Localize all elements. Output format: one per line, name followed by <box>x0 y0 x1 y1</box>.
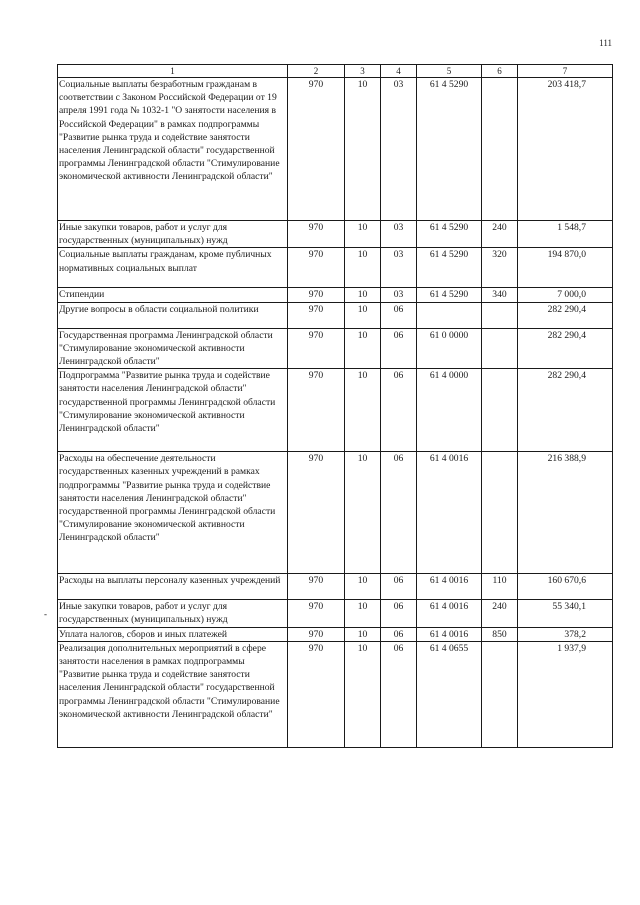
target-code: 61 4 0016 <box>417 452 482 574</box>
budget-table <box>57 64 613 748</box>
row-name: Социальные выплаты безработным гражданам в соответствии с Законом Российской Федерации от 19 апреля 1991 года № 1032-1 "О занятости населения в Российской Федерации" в рамках подпрограммы "Развитие рынка труда и содействие занятости населения Ленинградской области" государственной программы Ленинградской области "Стимулирование экономической активности Ленинградской области" <box>58 78 288 221</box>
expense-type-code: 240 <box>482 600 518 627</box>
expense-type-code <box>482 641 518 747</box>
section-code: 10 <box>345 78 381 221</box>
target-code: 61 4 5290 <box>417 221 482 248</box>
ministry-code: 970 <box>288 574 345 600</box>
target-code: 61 4 0016 <box>417 627 482 641</box>
amount: 1 548,7 <box>518 221 613 248</box>
subsection-code: 06 <box>381 627 417 641</box>
amount: 55 340,1 <box>518 600 613 627</box>
expense-type-code <box>482 78 518 221</box>
amount: 1 937,9 <box>518 641 613 747</box>
margin-marker: - <box>44 609 47 619</box>
ministry-code: 970 <box>288 627 345 641</box>
row-name: Уплата налогов, сборов и иных платежей <box>58 627 288 641</box>
amount: 378,2 <box>518 627 613 641</box>
amount: 216 388,9 <box>518 452 613 574</box>
row-name: Государственная программа Ленинградской области "Стимулирование экономической активности Ленинградской области" <box>58 328 288 369</box>
subsection-code: 06 <box>381 302 417 328</box>
column-header: 2 <box>288 65 345 78</box>
section-code: 10 <box>345 369 381 452</box>
expense-type-code: 110 <box>482 574 518 600</box>
subsection-code: 06 <box>381 369 417 452</box>
table-row <box>58 302 613 328</box>
ministry-code: 970 <box>288 452 345 574</box>
expense-type-code <box>482 452 518 574</box>
target-code <box>417 302 482 328</box>
amount: 7 000,0 <box>518 288 613 302</box>
row-name: Социальные выплаты гражданам, кроме публичных нормативных социальных выплат <box>58 248 288 288</box>
amount: 282 290,4 <box>518 369 613 452</box>
row-name: Расходы на выплаты персоналу казенных учреждений <box>58 574 288 600</box>
target-code: 61 4 5290 <box>417 78 482 221</box>
expense-type-code: 340 <box>482 288 518 302</box>
amount: 282 290,4 <box>518 302 613 328</box>
row-name: Другие вопросы в области социальной политики <box>58 302 288 328</box>
column-header: 5 <box>417 65 482 78</box>
subsection-code: 03 <box>381 221 417 248</box>
subsection-code: 03 <box>381 78 417 221</box>
amount: 194 870,0 <box>518 248 613 288</box>
ministry-code: 970 <box>288 369 345 452</box>
row-name: Подпрограмма "Развитие рынка труда и содействие занятости населения Ленинградской области" государственной программы Ленинградской области "Стимулирование экономической активности Ленинградской области" <box>58 369 288 452</box>
column-header: 3 <box>345 65 381 78</box>
amount: 282 290,4 <box>518 328 613 369</box>
row-name: Иные закупки товаров, работ и услуг для государственных (муниципальных) нужд <box>58 600 288 627</box>
ministry-code: 970 <box>288 221 345 248</box>
expense-type-code: 240 <box>482 221 518 248</box>
ministry-code: 970 <box>288 78 345 221</box>
table-row <box>58 452 613 574</box>
section-code: 10 <box>345 302 381 328</box>
row-name: Иные закупки товаров, работ и услуг для государственных (муниципальных) нужд <box>58 221 288 248</box>
amount: 203 418,7 <box>518 78 613 221</box>
table-row <box>58 627 613 641</box>
column-header: 4 <box>381 65 417 78</box>
section-code: 10 <box>345 574 381 600</box>
page-number: 111 <box>599 38 612 48</box>
ministry-code: 970 <box>288 288 345 302</box>
column-header: 1 <box>58 65 288 78</box>
section-code: 10 <box>345 288 381 302</box>
section-code: 10 <box>345 221 381 248</box>
target-code: 61 0 0000 <box>417 328 482 369</box>
table-header <box>58 65 613 78</box>
row-name: Реализация дополнительных мероприятий в сфере занятости населения в рамках подпрограммы "Развитие рынка труда и содействие занятости населения Ленинградской области" государственной программы Ленинградской области "Стимулирование экономической активности Ленинградской области" <box>58 641 288 747</box>
expense-type-code <box>482 369 518 452</box>
target-code: 61 4 0016 <box>417 600 482 627</box>
subsection-code: 03 <box>381 288 417 302</box>
target-code: 61 4 5290 <box>417 248 482 288</box>
subsection-code: 03 <box>381 248 417 288</box>
expense-type-code: 850 <box>482 627 518 641</box>
row-name: Расходы на обеспечение деятельности государственных казенных учреждений в рамках подпрограммы "Развитие рынка труда и содействие занятости населения Ленинградской области" государственной программы Ленинградской области "Стимулирование экономической активности Ленинградской области" <box>58 452 288 574</box>
table-row <box>58 641 613 747</box>
subsection-code: 06 <box>381 641 417 747</box>
expense-type-code <box>482 328 518 369</box>
target-code: 61 4 0016 <box>417 574 482 600</box>
table-row <box>58 328 613 369</box>
target-code: 61 4 0000 <box>417 369 482 452</box>
subsection-code: 06 <box>381 452 417 574</box>
section-code: 10 <box>345 452 381 574</box>
column-header: 6 <box>482 65 518 78</box>
subsection-code: 06 <box>381 574 417 600</box>
expense-type-code: 320 <box>482 248 518 288</box>
table-row <box>58 369 613 452</box>
column-header: 7 <box>518 65 613 78</box>
ministry-code: 970 <box>288 600 345 627</box>
ministry-code: 970 <box>288 248 345 288</box>
expense-type-code <box>482 302 518 328</box>
target-code: 61 4 5290 <box>417 288 482 302</box>
row-name: Стипендии <box>58 288 288 302</box>
section-code: 10 <box>345 600 381 627</box>
section-code: 10 <box>345 627 381 641</box>
table-row <box>58 221 613 248</box>
table-row <box>58 574 613 600</box>
table-row <box>58 78 613 221</box>
subsection-code: 06 <box>381 328 417 369</box>
table-body <box>58 78 613 748</box>
table-row <box>58 600 613 627</box>
section-code: 10 <box>345 641 381 747</box>
section-code: 10 <box>345 248 381 288</box>
ministry-code: 970 <box>288 641 345 747</box>
ministry-code: 970 <box>288 302 345 328</box>
amount: 160 670,6 <box>518 574 613 600</box>
subsection-code: 06 <box>381 600 417 627</box>
table-row <box>58 248 613 288</box>
header-row <box>58 65 613 78</box>
section-code: 10 <box>345 328 381 369</box>
table-row <box>58 288 613 302</box>
ministry-code: 970 <box>288 328 345 369</box>
target-code: 61 4 0655 <box>417 641 482 747</box>
